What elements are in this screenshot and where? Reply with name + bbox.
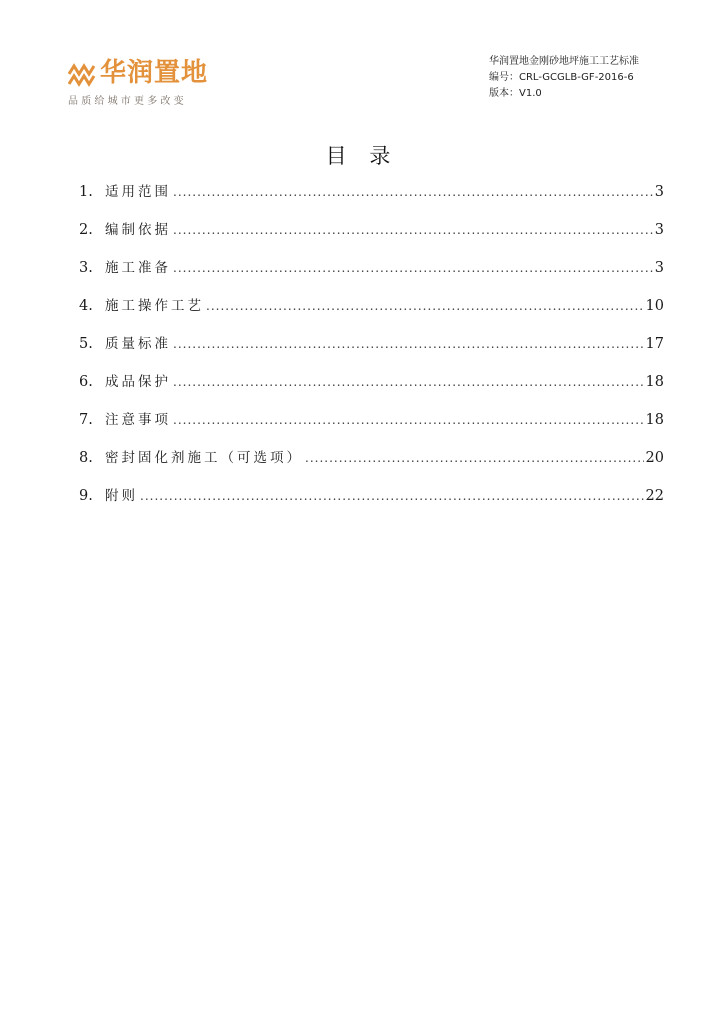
toc-entry-label: 附则 (105, 488, 138, 504)
toc-entry-number: 4. (79, 298, 93, 314)
toc-dot-leader (173, 332, 644, 356)
toc-dot-leader (173, 256, 653, 280)
document-code: 编号：CRL-GCGLB-GF-2016-6 (489, 72, 634, 83)
toc-entry-page: 3 (654, 184, 664, 200)
toc-entry-number: 1. (79, 184, 93, 200)
company-logo (68, 56, 218, 108)
toc-entry-page: 20 (645, 450, 664, 466)
toc-dot-leader (305, 446, 644, 470)
toc-entry-number: 6. (79, 374, 93, 390)
toc-entry[interactable] (79, 408, 664, 446)
toc-entry-label: 施工准备 (105, 260, 171, 276)
toc-entry-label: 适用范围 (105, 184, 171, 200)
toc-dot-leader (206, 294, 644, 318)
toc-entry-label: 成品保护 (105, 374, 171, 390)
document-title: 华润置地金刚砂地坪施工工艺标准 (489, 56, 639, 67)
logo-company-name: 华润置地 (100, 58, 209, 88)
toc-entry-page: 17 (645, 336, 664, 352)
toc-entry-label: 施工操作工艺 (105, 298, 204, 314)
toc-entry-page: 22 (645, 488, 664, 504)
toc-entry-page: 18 (645, 374, 664, 390)
toc-entry-number: 9. (79, 488, 93, 504)
toc-entry-label: 质量标准 (105, 336, 171, 352)
toc-dot-leader (173, 180, 653, 204)
toc-entry-number: 2. (79, 222, 93, 238)
document-version: 版本：V1.0 (489, 88, 542, 99)
toc-entry[interactable] (79, 370, 664, 408)
toc-entry-page: 3 (654, 222, 664, 238)
toc-entry-page: 3 (654, 260, 664, 276)
toc-entry[interactable] (79, 218, 664, 256)
toc-entry-number: 5. (79, 336, 93, 352)
toc-entry[interactable] (79, 446, 664, 484)
toc-entry-label: 编制依据 (105, 222, 171, 238)
logo-slogan: 品质给城市更多改变 (68, 96, 187, 107)
toc-dot-leader (173, 408, 644, 432)
toc-entry[interactable] (79, 180, 664, 218)
toc-entry-number: 7. (79, 412, 93, 428)
toc-dot-leader (173, 370, 644, 394)
toc-entry-label: 密封固化剂施工（可选项） (105, 450, 303, 466)
document-header-info (489, 54, 639, 102)
toc-entry-page: 18 (645, 412, 664, 428)
toc-entry[interactable] (79, 484, 664, 522)
toc-entry-number: 3. (79, 260, 93, 276)
toc-entry-label: 注意事项 (105, 412, 171, 428)
toc-entry-number: 8. (79, 450, 93, 466)
toc-dot-leader (140, 484, 644, 508)
toc-title: 目 录 (325, 144, 399, 168)
table-of-contents (79, 180, 664, 522)
toc-entry-page: 10 (645, 298, 664, 314)
mountain-logo-icon (68, 60, 96, 88)
toc-entry[interactable] (79, 332, 664, 370)
toc-entry[interactable] (79, 256, 664, 294)
toc-entry[interactable] (79, 294, 664, 332)
toc-dot-leader (173, 218, 653, 242)
